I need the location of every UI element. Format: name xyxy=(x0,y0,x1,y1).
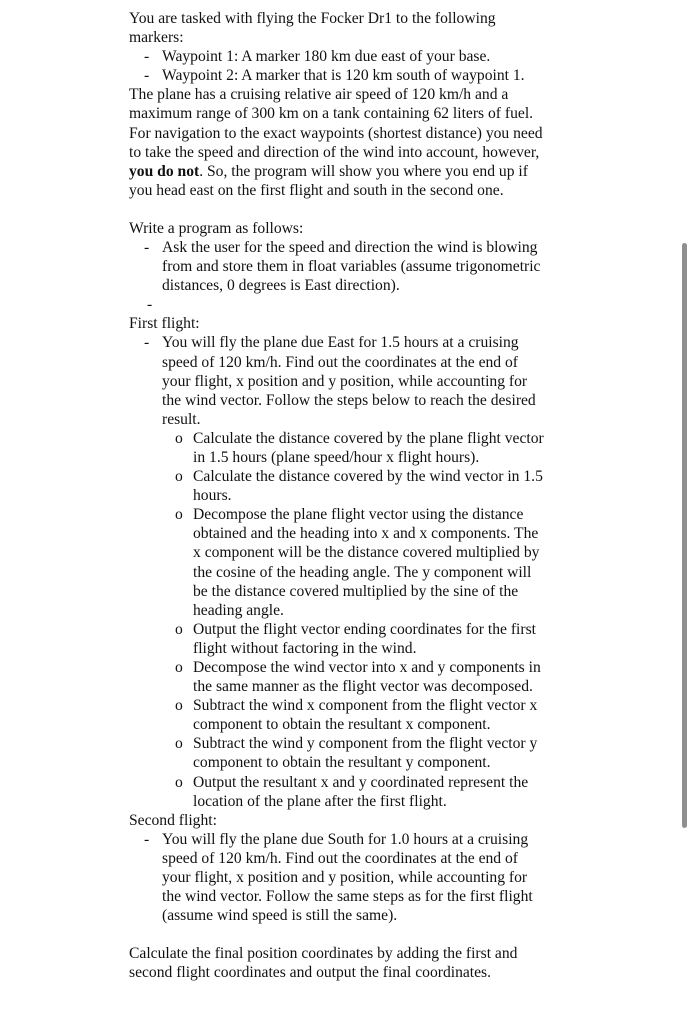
flight-step: o Calculate the distance covered by the wind vector in 1.5 hours. xyxy=(175,468,543,505)
waypoint-item: - Waypoint 1: A marker 180 km due east of your base. xyxy=(144,48,491,66)
final-paragraph: Calculate the final position coordinates by adding the first and second flight coordinates and output the final coordinates. xyxy=(129,945,518,982)
program-intro: Write a program as follows: xyxy=(129,219,304,237)
first-flight-desc: - You will fly the plane due East for 1.5 hours at a cruising speed of 120 km/h. Find out the coordinates at the end of your flight, x position and y position, while accounting for the wind vector. Follow the steps below to reach the desired result. xyxy=(144,334,536,428)
dash-bullet: - xyxy=(144,830,150,848)
circle-bullet: o xyxy=(175,429,183,447)
scrollbar[interactable] xyxy=(682,243,687,828)
circle-bullet: o xyxy=(175,468,183,486)
dash-bullet: - xyxy=(144,334,150,352)
circle-bullet: o xyxy=(175,773,183,791)
second-flight-heading: Second flight: xyxy=(129,811,217,829)
flight-step: o Decompose the wind vector into x and y components in the same manner as the flight vector was decomposed. xyxy=(175,659,541,696)
flight-step: o Calculate the distance covered by the plane flight vector in 1.5 hours (plane speed/hour x flight hours). xyxy=(175,429,544,466)
program-step: - Ask the user for the speed and direction the wind is blowing from and store them in float variables (assume trigonometric distances, 0 degrees is East direction). xyxy=(144,239,541,295)
flight-step: o Output the resultant x and y coordinated represent the location of the plane after the first flight. xyxy=(175,773,529,810)
flight-step: o Output the flight vector ending coordinates for the first flight without factoring in the wind. xyxy=(175,620,536,657)
first-flight-heading: First flight: xyxy=(129,315,200,333)
circle-bullet: o xyxy=(175,506,183,524)
dash-bullet: - xyxy=(144,67,150,85)
circle-bullet: o xyxy=(175,659,183,676)
flight-step: o Decompose the plane flight vector using the distance obtained and the heading into x and x components. The x component will be the distance covered multiplied by the cosine of the heading angle. The y component will be the distance covered multiplied by the sine of the heading angle. xyxy=(175,506,540,619)
circle-bullet: o xyxy=(175,735,183,753)
waypoint-item: - Waypoint 2: A marker that is 120 km south of waypoint 1. xyxy=(144,67,525,85)
intro-paragraph: You are tasked with flying the Focker Dr1 to the following markers: xyxy=(129,10,496,47)
dash-bullet: - xyxy=(144,48,150,66)
second-flight-desc: - You will fly the plane due South for 1.0 hours at a cruising speed of 120 km/h. Find out the coordinates at the end of your flight, x position and y position, while accounting for the wind vector. Follow the same steps as for the first flight (assume wind speed is still the same). xyxy=(144,830,533,925)
flight-step: o Subtract the wind x component from the flight vector x component to obtain the resultant x component. xyxy=(175,697,538,734)
dash-bullet: - xyxy=(144,239,150,257)
circle-bullet: o xyxy=(175,697,183,715)
empty-dash-item: - xyxy=(147,296,153,314)
plane-specs-paragraph: The plane has a cruising relative air speed of 120 km/h and a maximum range of 300 km on a tank containing 62 liters of fuel. For navigation to the exact waypoints (shortest distance) you need to take the speed and direction of the wind into account, however, you do not. So, the program will show you where you end up if you head east on the first flight and south in the second one. xyxy=(129,86,543,199)
flight-step: o Subtract the wind y component from the flight vector y component to obtain the resultant y component. xyxy=(175,735,538,772)
circle-bullet: o xyxy=(175,620,183,638)
assignment-document xyxy=(129,9,549,983)
